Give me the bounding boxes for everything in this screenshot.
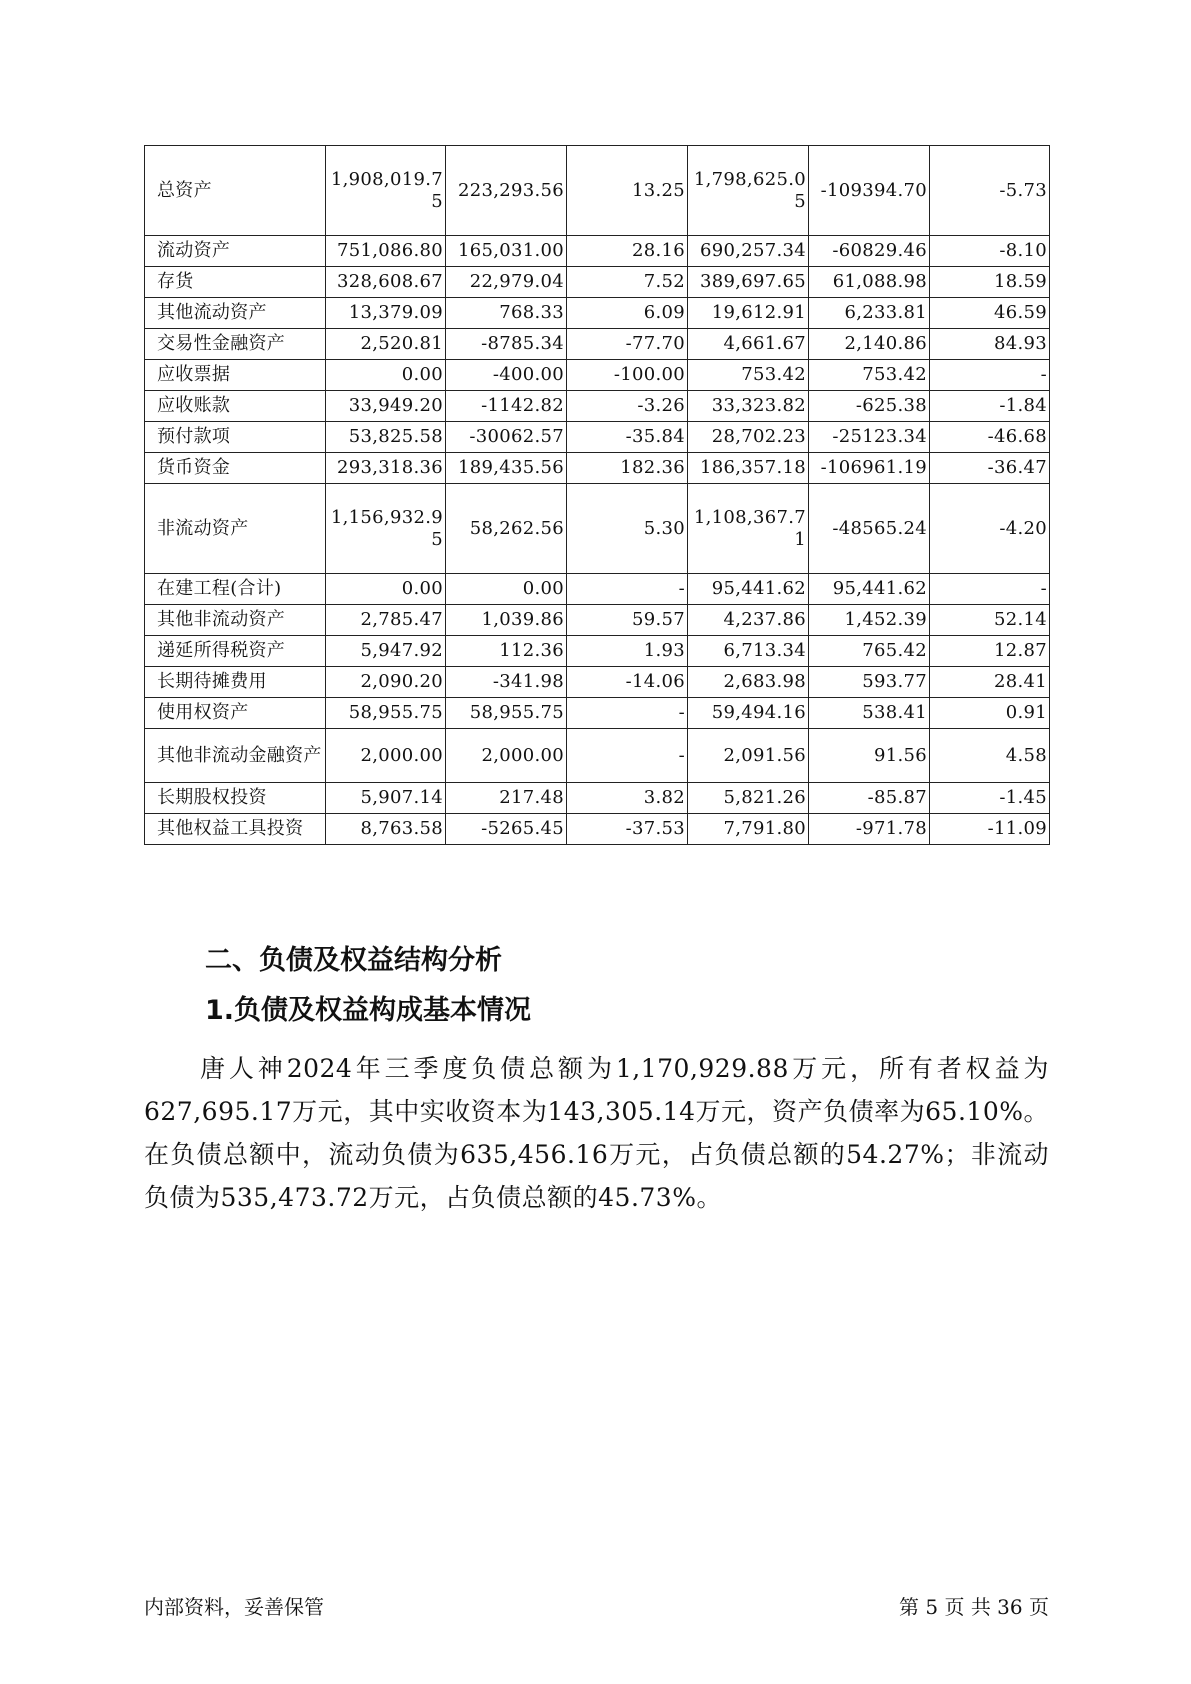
row-label: 其他非流动资产 <box>145 605 326 636</box>
table-cell: 1,798,625.05 <box>688 146 809 236</box>
table-cell: 328,608.67 <box>326 267 446 298</box>
table-cell: 3.82 <box>567 783 688 814</box>
table-cell: 189,435.56 <box>446 453 567 484</box>
row-label: 其他流动资产 <box>145 298 326 329</box>
table-cell: 5,907.14 <box>326 783 446 814</box>
table-cell: 5,821.26 <box>688 783 809 814</box>
table-cell: 1,156,932.95 <box>326 484 446 574</box>
table-cell: 1,108,367.71 <box>688 484 809 574</box>
table-cell: 753.42 <box>688 360 809 391</box>
row-label: 预付款项 <box>145 422 326 453</box>
table-cell: 58,955.75 <box>326 698 446 729</box>
table-cell: 7.52 <box>567 267 688 298</box>
row-label: 递延所得税资产 <box>145 636 326 667</box>
table-cell: 182.36 <box>567 453 688 484</box>
table-row <box>145 298 1050 329</box>
table-cell: -341.98 <box>446 667 567 698</box>
table-row <box>145 329 1050 360</box>
table-cell: -3.26 <box>567 391 688 422</box>
table-cell: 53,825.58 <box>326 422 446 453</box>
table-row <box>145 814 1050 845</box>
table-cell: 389,697.65 <box>688 267 809 298</box>
table-cell: 6,713.34 <box>688 636 809 667</box>
table-cell: 59,494.16 <box>688 698 809 729</box>
financial-table-body <box>145 146 1050 845</box>
table-cell: 33,949.20 <box>326 391 446 422</box>
table-cell: 2,683.98 <box>688 667 809 698</box>
table-cell: 84.93 <box>930 329 1050 360</box>
section-subheading: 1.负债及权益构成基本情况 <box>205 995 532 1026</box>
table-row <box>145 146 1050 236</box>
table-cell: 2,090.20 <box>326 667 446 698</box>
table-cell: 6,233.81 <box>809 298 930 329</box>
table-cell: 13,379.09 <box>326 298 446 329</box>
table-cell: 22,979.04 <box>446 267 567 298</box>
table-cell: 1,039.86 <box>446 605 567 636</box>
table-cell: -11.09 <box>930 814 1050 845</box>
table-cell: 1,452.39 <box>809 605 930 636</box>
table-cell: 18.59 <box>930 267 1050 298</box>
table-cell: 19,612.91 <box>688 298 809 329</box>
table-cell: 95,441.62 <box>688 574 809 605</box>
table-row <box>145 574 1050 605</box>
table-cell: - <box>930 574 1050 605</box>
table-cell: -25123.34 <box>809 422 930 453</box>
table-cell: -85.87 <box>809 783 930 814</box>
table-cell: -8785.34 <box>446 329 567 360</box>
table-cell: 0.00 <box>446 574 567 605</box>
row-label: 使用权资产 <box>145 698 326 729</box>
table-cell: 538.41 <box>809 698 930 729</box>
table-cell: 223,293.56 <box>446 146 567 236</box>
row-label: 在建工程(合计) <box>145 574 326 605</box>
table-cell: -30062.57 <box>446 422 567 453</box>
table-cell: 8,763.58 <box>326 814 446 845</box>
table-cell: -77.70 <box>567 329 688 360</box>
row-label: 应收票据 <box>145 360 326 391</box>
table-cell: 61,088.98 <box>809 267 930 298</box>
row-label: 长期待摊费用 <box>145 667 326 698</box>
table-row <box>145 484 1050 574</box>
row-label: 存货 <box>145 267 326 298</box>
table-cell: 91.56 <box>809 729 930 783</box>
row-label: 非流动资产 <box>145 484 326 574</box>
table-cell: -1.84 <box>930 391 1050 422</box>
financial-table <box>144 145 1050 845</box>
table-cell: 13.25 <box>567 146 688 236</box>
table-cell: -106961.19 <box>809 453 930 484</box>
table-cell: -60829.46 <box>809 236 930 267</box>
table-cell: 2,140.86 <box>809 329 930 360</box>
table-cell: 5,947.92 <box>326 636 446 667</box>
row-label: 其他权益工具投资 <box>145 814 326 845</box>
table-row <box>145 636 1050 667</box>
table-cell: 0.00 <box>326 360 446 391</box>
row-label: 货币资金 <box>145 453 326 484</box>
table-cell: -36.47 <box>930 453 1050 484</box>
table-cell: 58,262.56 <box>446 484 567 574</box>
table-cell: 58,955.75 <box>446 698 567 729</box>
row-label: 应收账款 <box>145 391 326 422</box>
table-cell: -8.10 <box>930 236 1050 267</box>
table-cell: 28.16 <box>567 236 688 267</box>
table-row <box>145 236 1050 267</box>
table-cell: 751,086.80 <box>326 236 446 267</box>
table-cell: 593.77 <box>809 667 930 698</box>
table-cell: 1,908,019.75 <box>326 146 446 236</box>
table-cell: 2,000.00 <box>326 729 446 783</box>
table-cell: 4.58 <box>930 729 1050 783</box>
table-cell: -109394.70 <box>809 146 930 236</box>
table-cell: - <box>930 360 1050 391</box>
table-cell: -4.20 <box>930 484 1050 574</box>
table-cell: 28.41 <box>930 667 1050 698</box>
table-row <box>145 698 1050 729</box>
table-cell: 2,000.00 <box>446 729 567 783</box>
section-heading: 二、负债及权益结构分析 <box>205 945 502 976</box>
table-cell: 112.36 <box>446 636 567 667</box>
table-cell: -46.68 <box>930 422 1050 453</box>
table-cell: 52.14 <box>930 605 1050 636</box>
table-row <box>145 667 1050 698</box>
footer-confidential-note: 内部资料，妥善保管 <box>144 1595 324 1619</box>
table-cell: -971.78 <box>809 814 930 845</box>
table-cell: - <box>567 698 688 729</box>
table-cell: 768.33 <box>446 298 567 329</box>
table-cell: -5.73 <box>930 146 1050 236</box>
table-row <box>145 605 1050 636</box>
row-label: 流动资产 <box>145 236 326 267</box>
table-cell: -400.00 <box>446 360 567 391</box>
table-row <box>145 267 1050 298</box>
table-cell: -625.38 <box>809 391 930 422</box>
row-label: 交易性金融资产 <box>145 329 326 360</box>
table-cell: 46.59 <box>930 298 1050 329</box>
footer-page-number: 第 5 页 共 36 页 <box>899 1595 1049 1619</box>
table-cell: 165,031.00 <box>446 236 567 267</box>
table-row <box>145 422 1050 453</box>
table-cell: -35.84 <box>567 422 688 453</box>
table-cell: 2,091.56 <box>688 729 809 783</box>
table-cell: 293,318.36 <box>326 453 446 484</box>
table-cell: 2,785.47 <box>326 605 446 636</box>
table-cell: 753.42 <box>809 360 930 391</box>
table-cell: 186,357.18 <box>688 453 809 484</box>
analysis-paragraph: 唐人神2024年三季度负债总额为1,170,929.88万元，所有者权益为627,695.17万元，其中实收资本为143,305.14万元，资产负债率为65.10%。在负债总额中，流动负债为635,456.16万元，占负债总额的54.27%；非流动负债为535,473.72万元，占负债总额的45.73%。 <box>144 1054 1049 1212</box>
table-cell: -5265.45 <box>446 814 567 845</box>
table-cell: 4,661.67 <box>688 329 809 360</box>
table-row <box>145 729 1050 783</box>
table-cell: -14.06 <box>567 667 688 698</box>
table-cell: 95,441.62 <box>809 574 930 605</box>
table-cell: 2,520.81 <box>326 329 446 360</box>
table-cell: 217.48 <box>446 783 567 814</box>
table-cell: -1.45 <box>930 783 1050 814</box>
table-cell: 0.00 <box>326 574 446 605</box>
table-cell: 765.42 <box>809 636 930 667</box>
row-label: 长期股权投资 <box>145 783 326 814</box>
table-cell: 7,791.80 <box>688 814 809 845</box>
row-label: 其他非流动金融资产 <box>145 729 326 783</box>
table-cell: 690,257.34 <box>688 236 809 267</box>
table-cell: - <box>567 729 688 783</box>
table-cell: - <box>567 574 688 605</box>
table-cell: -1142.82 <box>446 391 567 422</box>
table-cell: 6.09 <box>567 298 688 329</box>
table-cell: 0.91 <box>930 698 1050 729</box>
table-cell: 4,237.86 <box>688 605 809 636</box>
table-cell: 33,323.82 <box>688 391 809 422</box>
table-cell: -37.53 <box>567 814 688 845</box>
table-row <box>145 360 1050 391</box>
row-label: 总资产 <box>145 146 326 236</box>
table-row <box>145 783 1050 814</box>
table-cell: 28,702.23 <box>688 422 809 453</box>
table-cell: 59.57 <box>567 605 688 636</box>
table-cell: 1.93 <box>567 636 688 667</box>
table-cell: -48565.24 <box>809 484 930 574</box>
table-cell: 12.87 <box>930 636 1050 667</box>
table-cell: 5.30 <box>567 484 688 574</box>
table-row <box>145 453 1050 484</box>
table-row <box>145 391 1050 422</box>
table-cell: -100.00 <box>567 360 688 391</box>
